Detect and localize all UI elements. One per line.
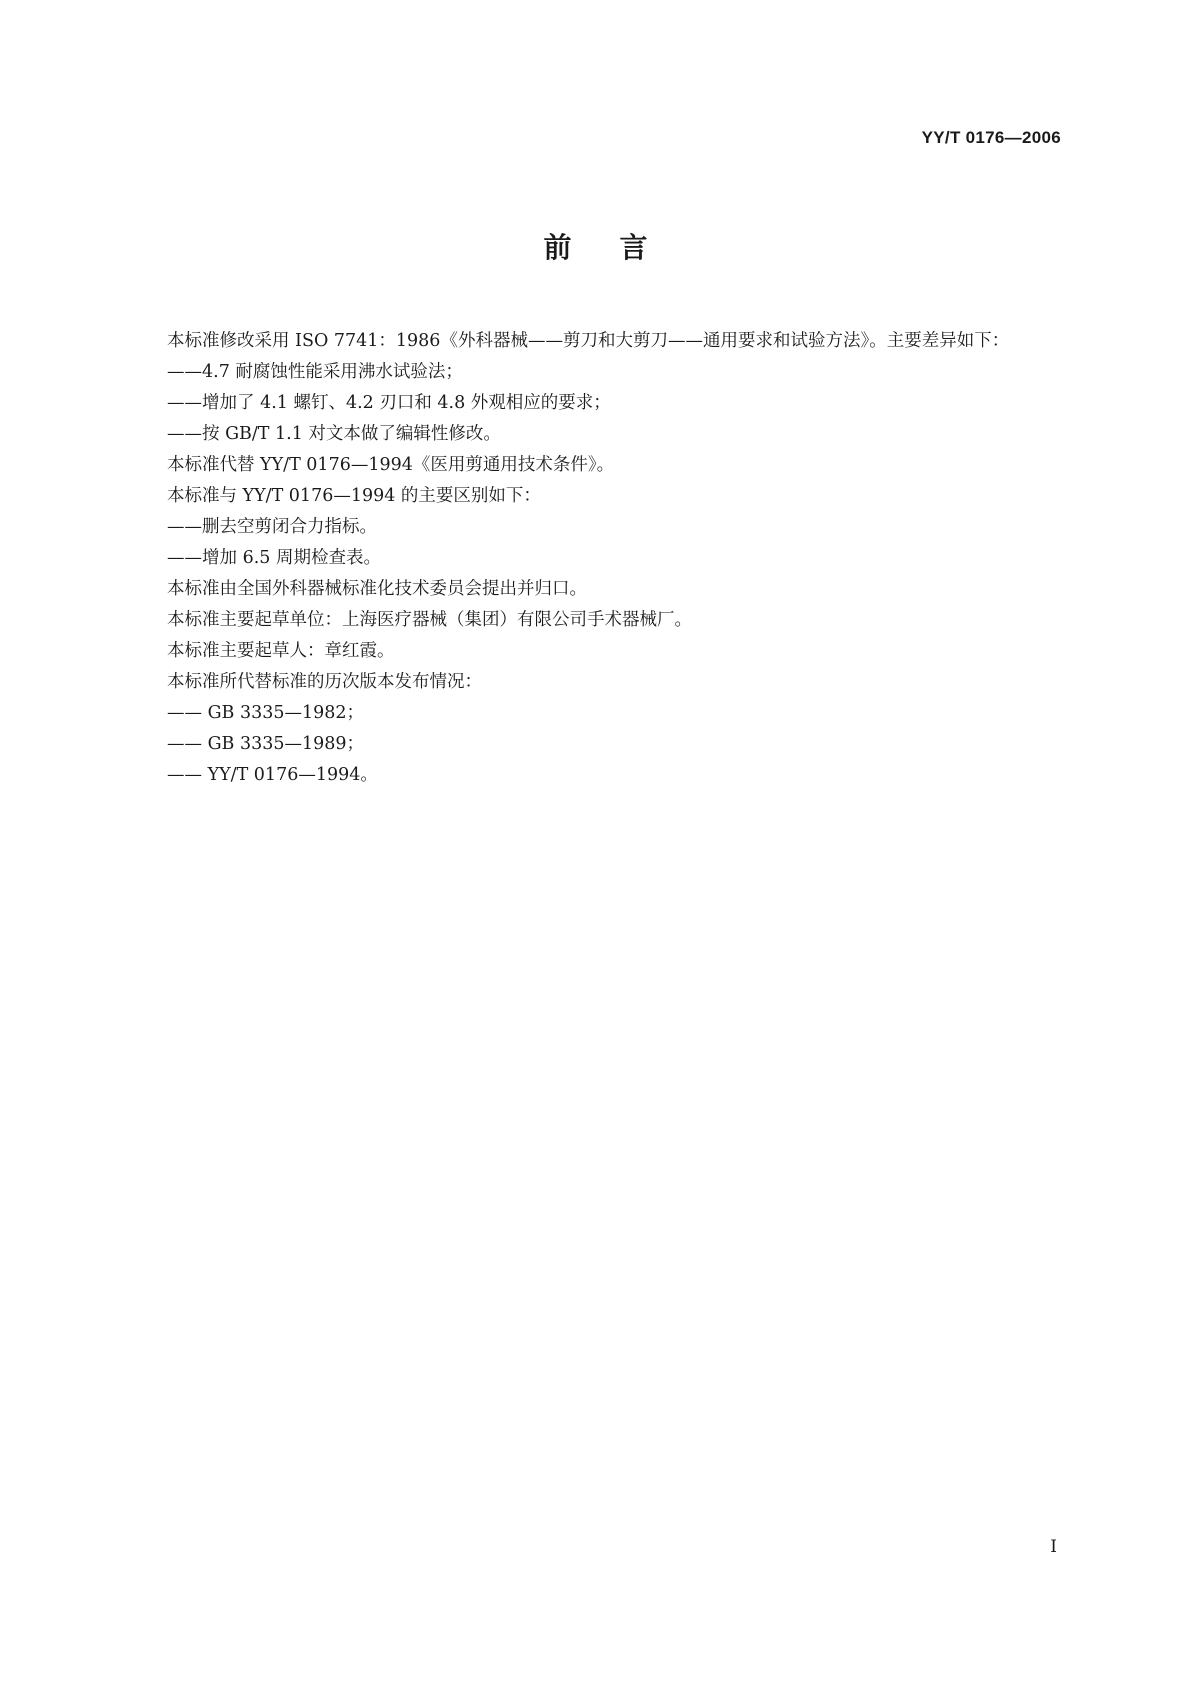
page-number: I <box>1050 1537 1057 1557</box>
paragraph: 本标准所代替标准的历次版本发布情况： <box>167 672 482 692</box>
paragraph: 本标准由全国外科器械标准化技术委员会提出并归口。 <box>167 579 587 599</box>
paragraph: 本标准修改采用 ISO 7741：1986《外科器械——剪刀和大剪刀——通用要求和试验方法》。主要差异如下： <box>167 331 1010 351</box>
list-item: ——删去空剪闭合力指标。 <box>167 517 377 537</box>
page-title: 前言 <box>543 231 696 264</box>
list-item: —— YY/T 0176—1994。 <box>167 765 378 785</box>
paragraph: 本标准主要起草单位：上海医疗器械（集团）有限公司手术器械厂。 <box>167 610 692 630</box>
list-item: ——增加了 4.1 螺钉、4.2 刃口和 4.8 外观相应的要求； <box>167 393 611 413</box>
list-item: ——增加 6.5 周期检查表。 <box>167 548 381 568</box>
list-item: ——按 GB/T 1.1 对文本做了编辑性修改。 <box>167 424 501 444</box>
paragraph: 本标准与 YY/T 0176—1994 的主要区别如下： <box>167 486 541 506</box>
foreword-body <box>132 326 1058 791</box>
paragraph: 本标准代替 YY/T 0176—1994《医用剪通用技术条件》。 <box>167 455 615 475</box>
list-item: ——4.7 耐腐蚀性能采用沸水试验法； <box>167 362 463 382</box>
standard-code: YY/T 0176—2006 <box>921 128 1061 147</box>
list-item: —— GB 3335—1989； <box>167 734 365 754</box>
paragraph: 本标准主要起草人：章红霞。 <box>167 641 395 661</box>
list-item: —— GB 3335—1982； <box>167 703 365 723</box>
